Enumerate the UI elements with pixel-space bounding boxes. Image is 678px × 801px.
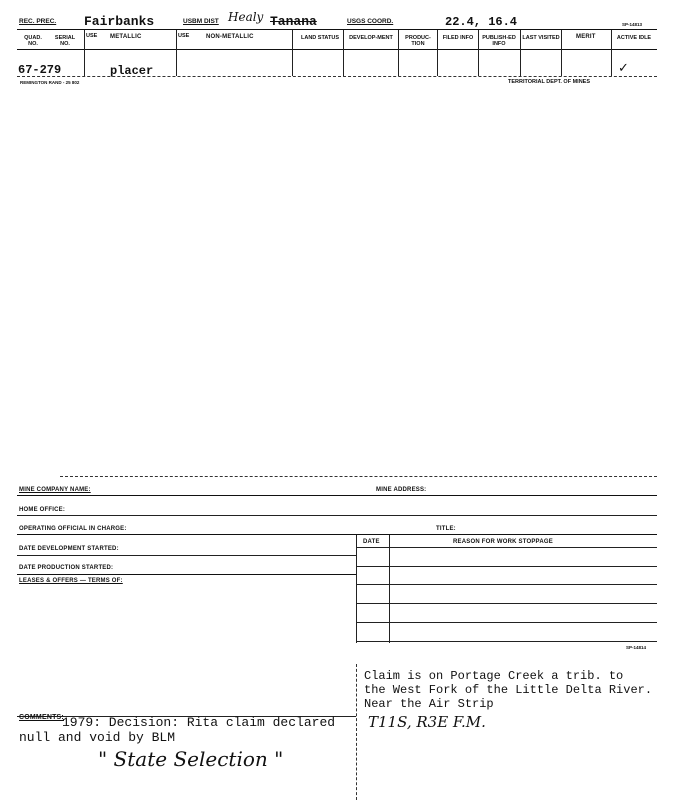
table-divider [356,535,357,643]
col-divider [520,30,521,76]
col-production: PRODUC-TION [405,35,431,47]
comments-line-2: null and void by BLM [19,730,176,745]
col-divider [561,30,562,76]
rule [17,555,356,556]
col-divider [437,30,438,76]
rule [17,495,657,496]
table-divider [389,535,390,643]
col-land-status: LAND STATUS [301,35,339,41]
claim-note-line-3: Near the Air Strip [364,697,494,711]
quad-serial-value: 67-279 [18,63,62,77]
mine-company-name-label: MINE COMPANY NAME: [19,487,91,493]
footer-strip-right: TERRITORIAL DEPT. OF MINES [508,79,590,85]
col-divider [84,30,85,76]
claim-note-line-1: Claim is on Portage Creek a trib. to [364,669,624,683]
reason-work-stoppage-label: REASON FOR WORK STOPPAGE [453,539,553,545]
rule [356,641,657,642]
usbm-dist-label: USBM DIST [183,18,219,25]
col-divider [176,30,177,76]
rule [356,547,657,548]
col-last-visited: LAST VISITED [522,35,560,41]
col-quad-no: QUAD. NO. [24,35,42,47]
col-published-info: PUBLISH-ED INFO [482,35,516,47]
lower-form-top-rule [60,476,657,477]
col-development: DEVELOP-MENT [349,35,393,41]
state-selection-handwritten: " State Selection " [98,747,284,771]
usgs-coord-label: USGS COORD. [347,18,394,25]
notes-divider [356,664,357,800]
rule [17,574,356,575]
mine-address-label: MINE ADDRESS: [376,487,427,493]
col-divider [292,30,293,76]
col-non-metallic: NON-METALLIC [206,34,254,40]
rule [356,603,657,604]
date-label: DATE [363,539,380,545]
metallic-value: placer [110,64,154,78]
date-development-started-label: DATE DEVELOPMENT STARTED: [19,546,119,552]
usbm-dist-value: Tanana [270,14,317,29]
col-divider [398,30,399,76]
row-bottom-rule [17,76,657,77]
col-filed-info: FILED INFO [442,35,474,41]
col-active-idle: ACTIVE IDLE [616,35,652,41]
col-metallic: METALLIC [110,34,142,40]
rule [17,534,657,535]
col-divider [478,30,479,76]
rec-prec-label: REC. PREC. [19,18,57,25]
form-number: SP-14813 [622,22,643,27]
claim-note-line-2: the West Fork of the Little Delta River. [364,683,653,697]
rule [17,515,657,516]
rule [356,566,657,567]
form-number-2: SP-14814 [626,645,647,650]
date-production-started-label: DATE PRODUCTION STARTED: [19,565,114,571]
comments-label: COMMENTS: [19,714,64,721]
col-merit: MERIT [576,34,596,40]
title-label: TITLE: [436,526,456,532]
leases-offers-label: LEASES & OFFERS — TERMS OF: [19,578,123,584]
location-handwritten: T11S, R3E F.M. [368,713,486,731]
col-serial-no: SERIAL NO. [54,35,76,47]
usgs-coord-value: 22.4, 16.4 [445,15,518,29]
col-divider [343,30,344,76]
rec-prec-value: Fairbanks [84,14,155,29]
usbm-dist-handwritten: Healy [228,10,264,24]
comments-line-1: 1979: Decision: Rita claim declared [62,715,336,730]
rule [356,584,657,585]
col-use-left: USE [86,33,98,39]
footer-strip-left: REMINGTON RAND - 25 802 [20,80,80,85]
active-checkmark: ✓ [618,60,629,75]
home-office-label: HOME OFFICE: [19,507,66,513]
col-divider [611,30,612,76]
operating-official-label: OPERATING OFFICIAL IN CHARGE: [19,526,127,532]
col-use-right: USE [178,33,190,39]
rule [356,622,657,623]
